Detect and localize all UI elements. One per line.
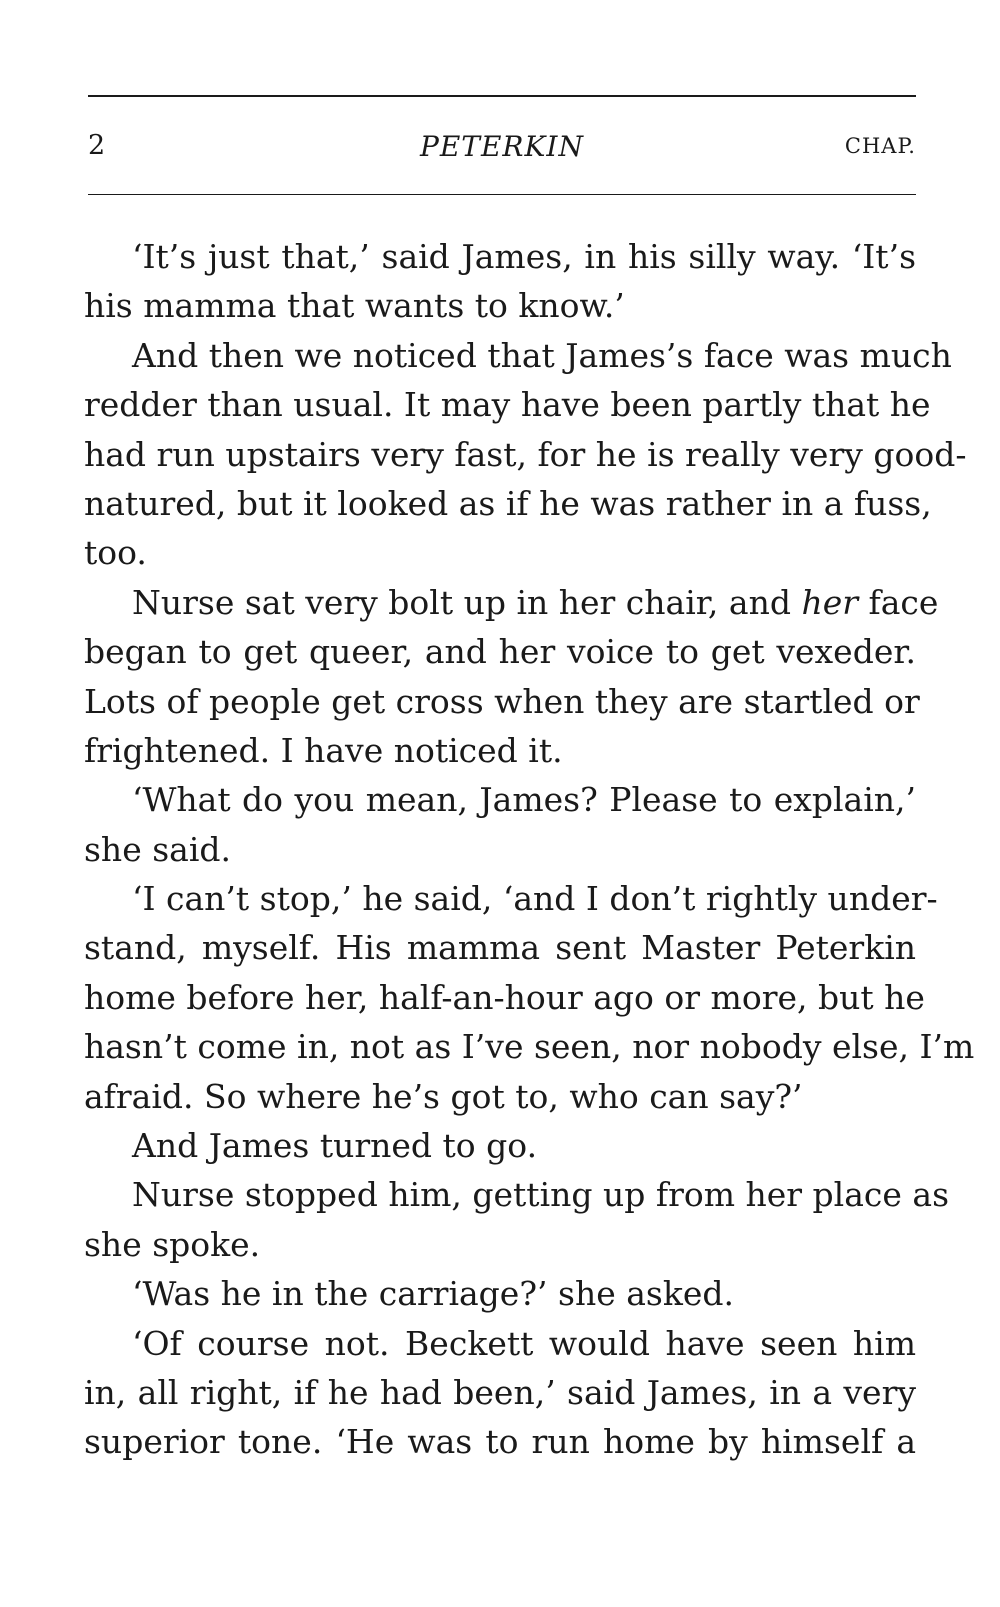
header-bottom-rule — [88, 194, 916, 195]
text-line: Lots of people get cross when they are startled or — [84, 681, 920, 721]
header-top-rule — [88, 95, 916, 97]
page-number: 2 — [88, 130, 106, 161]
text-line: began to get queer, and her voice to get vexeder. — [84, 632, 916, 672]
text-line: his mamma that wants to know.’ — [84, 286, 625, 326]
text-line: had run upstairs very fast, for he is really very good- — [84, 434, 967, 474]
chapter-label: CHAP. — [844, 134, 916, 158]
emphasis-her: her — [801, 582, 859, 622]
text-line: she spoke. — [84, 1224, 261, 1264]
text-line: And then we noticed that James’s face was much — [132, 335, 952, 375]
text-line: home before her, half-an-hour ago or more, but he — [84, 977, 925, 1017]
text-line: natured, but it looked as if he was rather in a fuss, — [84, 483, 932, 523]
running-title: PETERKIN — [420, 130, 584, 163]
text-line: too. — [84, 533, 147, 573]
running-header — [88, 130, 916, 170]
text-line: ‘I can’t stop,’ he said, ‘and I don’t rightly under- — [132, 879, 938, 919]
text-line: superior tone. ‘He was to run home by himself a — [84, 1422, 916, 1462]
text-line: ‘What do you mean, James? Please to explain,’ — [132, 780, 916, 820]
text-line: afraid. So where he’s got to, who can say?’ — [84, 1076, 803, 1116]
text-line: ‘Was he in the carriage?’ she asked. — [132, 1274, 734, 1314]
text-line: ‘It’s just that,’ said James, in his silly way. ‘It’s — [132, 237, 916, 276]
text-line: in, all right, if he had been,’ said James, in a very — [84, 1372, 916, 1412]
text-line: ‘Of course not. Beckett would have seen him — [132, 1323, 916, 1363]
text-line: Nurse stopped him, getting up from her place as — [132, 1175, 950, 1215]
text-line: redder than usual. It may have been partly that he — [84, 385, 931, 425]
text-line: Nurse sat very bolt up in her chair, and her face — [132, 582, 939, 622]
text-line: And James turned to go. — [132, 1126, 538, 1166]
body-text — [84, 232, 975, 1467]
text-line: frightened. I have noticed it. — [84, 730, 563, 770]
text-line: stand, myself. His mamma sent Master Peterkin — [84, 928, 916, 968]
text-line: hasn’t come in, not as I’ve seen, nor nobody else, I’m — [84, 1027, 975, 1067]
text-line: she said. — [84, 829, 231, 869]
